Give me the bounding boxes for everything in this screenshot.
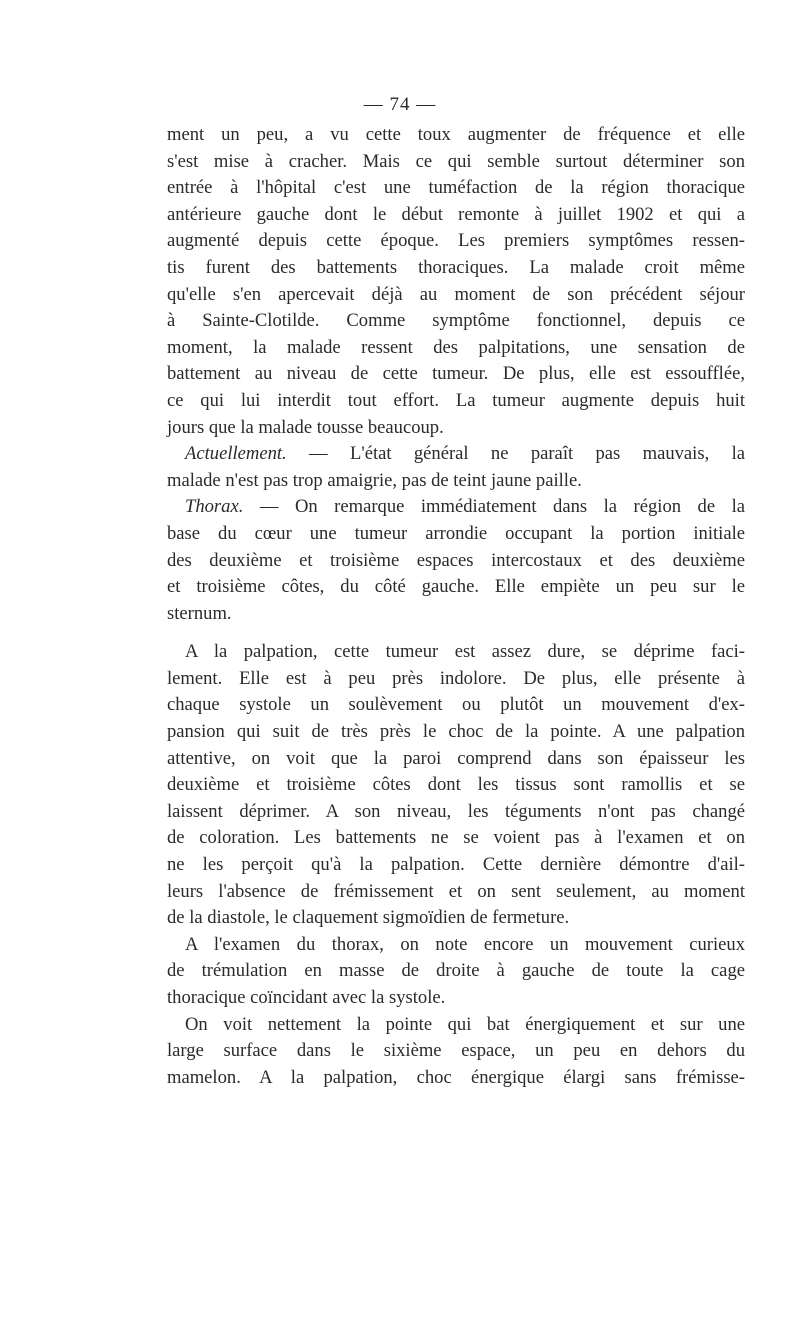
text-line	[167, 441, 745, 468]
body-text	[167, 122, 745, 1091]
text-line	[167, 494, 745, 521]
text-line: pansion qui suit de très près le choc de la pointe. A une palpation	[167, 721, 745, 743]
text-line: mamelon. A la palpation, choc énergique élargi sans frémisse-	[167, 1066, 745, 1088]
text-line: base du cœur une tumeur arrondie occupant la portion initiale	[167, 522, 745, 544]
text-line: jours que la malade tousse beaucoup.	[167, 416, 444, 438]
text-line: entrée à l'hôpital c'est une tuméfaction de la région thoracique	[167, 177, 745, 199]
paragraph	[167, 441, 745, 494]
text-line: ment un peu, a vu cette toux augmenter de fréquence et elle	[167, 124, 745, 145]
paragraph	[167, 1012, 745, 1092]
text-line: laissent déprimer. A son niveau, les téguments n'ont pas changé	[167, 800, 745, 822]
paragraph-gap	[167, 627, 745, 639]
text-line: A l'examen du thorax, on note encore un mouvement curieux	[185, 933, 745, 955]
text-line: et troisième côtes, du côté gauche. Elle empiète un peu sur le	[167, 576, 745, 598]
paragraph	[167, 932, 745, 1012]
text-run: — L'état général ne paraît pas mauvais, la	[286, 443, 745, 465]
text-line: tis furent des battements thoraciques. La malade croit même	[167, 256, 745, 278]
text-line: ne les perçoit qu'à la palpation. Cette dernière démontre d'ail-	[167, 854, 745, 876]
text-line: sternum.	[167, 602, 232, 624]
text-line: deuxième et troisième côtes dont les tissus sont ramollis et se	[167, 774, 745, 796]
text-line: de coloration. Les battements ne se voient pas à l'examen et on	[167, 827, 745, 849]
text-line: A la palpation, cette tumeur est assez dure, se déprime faci-	[185, 641, 745, 663]
text-line: chaque systole un soulèvement ou plutôt un mouvement d'ex-	[167, 694, 745, 716]
text-line: ce qui lui interdit tout effort. La tumeur augmente depuis huit	[167, 389, 745, 411]
text-line: large surface dans le sixième espace, un peu en dehors du	[167, 1040, 745, 1062]
page-number: — 74 —	[363, 94, 437, 115]
text-line: malade n'est pas trop amaigrie, pas de teint jaune paille.	[167, 469, 582, 491]
text-line: de trémulation en masse de droite à gauche de toute la cage	[167, 960, 745, 982]
paragraph	[167, 639, 745, 932]
text-line: augmenté depuis cette époque. Les premiers symptômes ressen-	[167, 230, 745, 252]
text-line: s'est mise à cracher. Mais ce qui semble surtout déterminer son	[167, 150, 745, 172]
text-line: à Sainte-Clotilde. Comme symptôme fonctionnel, depuis ce	[167, 310, 745, 332]
text-line: lement. Elle est à peu près indolore. De plus, elle présente à	[167, 667, 745, 689]
text-line: de la diastole, le claquement sigmoïdien de fermeture.	[167, 907, 570, 929]
text-line: des deuxième et troisième espaces intercostaux et des deuxième	[167, 549, 745, 571]
text-line: attentive, on voit que la paroi comprend dans son épaisseur les	[167, 747, 745, 769]
paragraph	[167, 494, 745, 627]
text-run: — On remarque immédiatement dans la région de la	[243, 496, 745, 518]
text-line: antérieure gauche dont le début remonte à juillet 1902 et qui a	[167, 203, 745, 225]
text-line: leurs l'absence de frémissement et on sent seulement, au moment	[167, 880, 745, 902]
text-line: moment, la malade ressent des palpitations, une sensation de	[167, 336, 745, 358]
text-line: battement au niveau de cette tumeur. De plus, elle est essoufflée,	[167, 363, 745, 385]
text-line: qu'elle s'en apercevait déjà au moment de son précédent séjour	[167, 283, 745, 305]
section-lead: Thorax.	[185, 496, 244, 518]
paragraph	[167, 122, 745, 441]
section-lead: Actuellement.	[185, 443, 287, 465]
text-line: thoracique coïncidant avec la systole.	[167, 987, 446, 1008]
text-line: On voit nettement la pointe qui bat énergiquement et sur une	[185, 1013, 745, 1035]
